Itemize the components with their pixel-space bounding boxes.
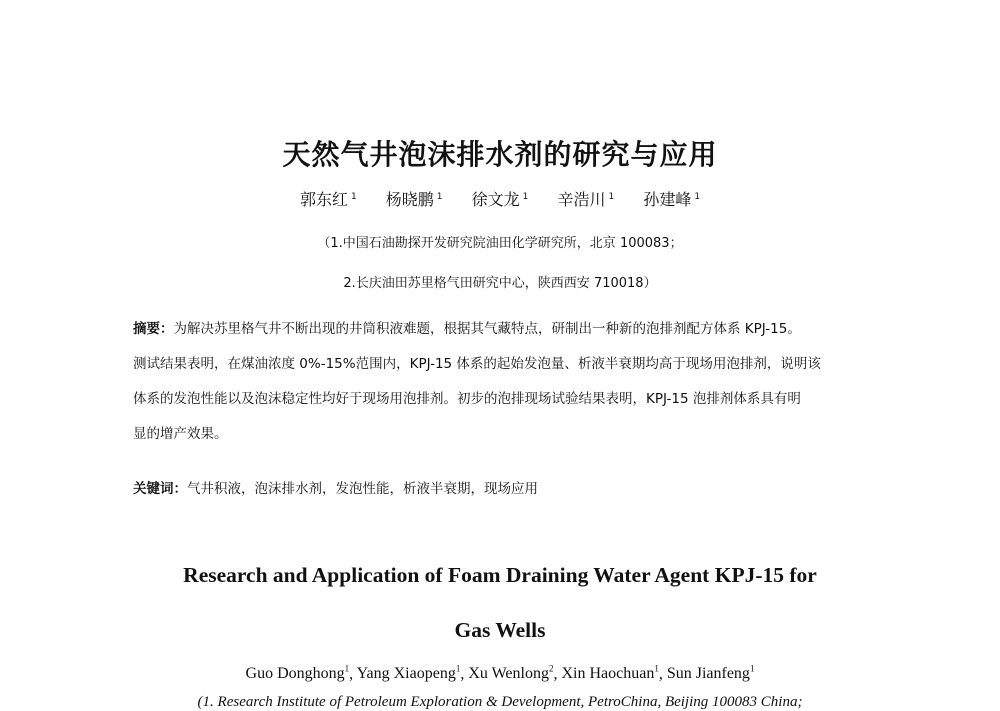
english-title-line-1: Research and Application of Foam Draining Water Agent KPJ-15 for	[183, 563, 817, 587]
abstract-line: 显的增产效果。	[133, 426, 228, 442]
author-cn: 辛浩川 $^1$	[557, 190, 615, 209]
english-authors: Guo Donghong$^1$, Yang Xiaopeng$^1$, Xu Wenlong$^2$, Xin Haochuan$^1$, Sun Jianfeng$^1$	[245, 664, 755, 683]
author-cn: 杨晓鹏 $^1$	[385, 190, 443, 209]
abstract-line: 体系的发泡性能以及泡沫稳定性均好于现场用泡排剂。初步的泡排现场试验结果表明，KPJ-15 泡排剂体系具有明	[133, 391, 801, 407]
chinese-affiliation-2: 2.长庆油田苏里格气田研究中心，陕西西安 710018）	[343, 276, 657, 291]
chinese-authors	[0, 187, 1000, 210]
author-cn: 郭东红 $^1$	[299, 190, 357, 209]
english-title-line-2: Gas Wells	[454, 618, 546, 642]
author-en: Guo Donghong$^1$	[245, 664, 350, 683]
chinese-keywords	[133, 477, 538, 497]
author-en: Xin Haochuan$^1$	[561, 664, 659, 683]
abstract-label: 摘要：	[133, 321, 174, 337]
author-en: Sun Jianfeng$^1$	[666, 664, 755, 683]
author-en: Yang Xiaopeng$^1$	[356, 664, 461, 683]
chinese-affiliation-1: （1.中国石油勘探开发研究院油田化学研究所，北京 100083；	[317, 236, 683, 251]
author-cn: 徐文龙 $^1$	[471, 190, 529, 209]
keywords-text: 气井积液，泡沫排水剂，发泡性能，析液半衰期，现场应用	[187, 481, 538, 497]
abstract-line: 测试结果表明，在煤油浓度 0%-15%范围内，KPJ-15 体系的起始发泡量、析液半衰期均高于现场用泡排剂，说明该	[133, 356, 821, 372]
author-cn: 孙建峰 $^1$	[643, 190, 701, 209]
keywords-label: 关键词：	[133, 481, 187, 497]
chinese-title: 天然气井泡沫排水剂的研究与应用	[282, 138, 718, 171]
author-en: Xu Wenlong$^2$	[468, 664, 554, 683]
abstract-line: 摘要：为解决苏里格气井不断出现的井筒积液难题，根据其气藏特点，研制出一种新的泡排剂配方体系 KPJ-15。	[133, 321, 801, 337]
english-affiliation: (1. Research Institute of Petroleum Exploration & Development, PetroChina, Beijing 100083 China;	[197, 694, 803, 710]
chinese-abstract	[133, 312, 878, 452]
